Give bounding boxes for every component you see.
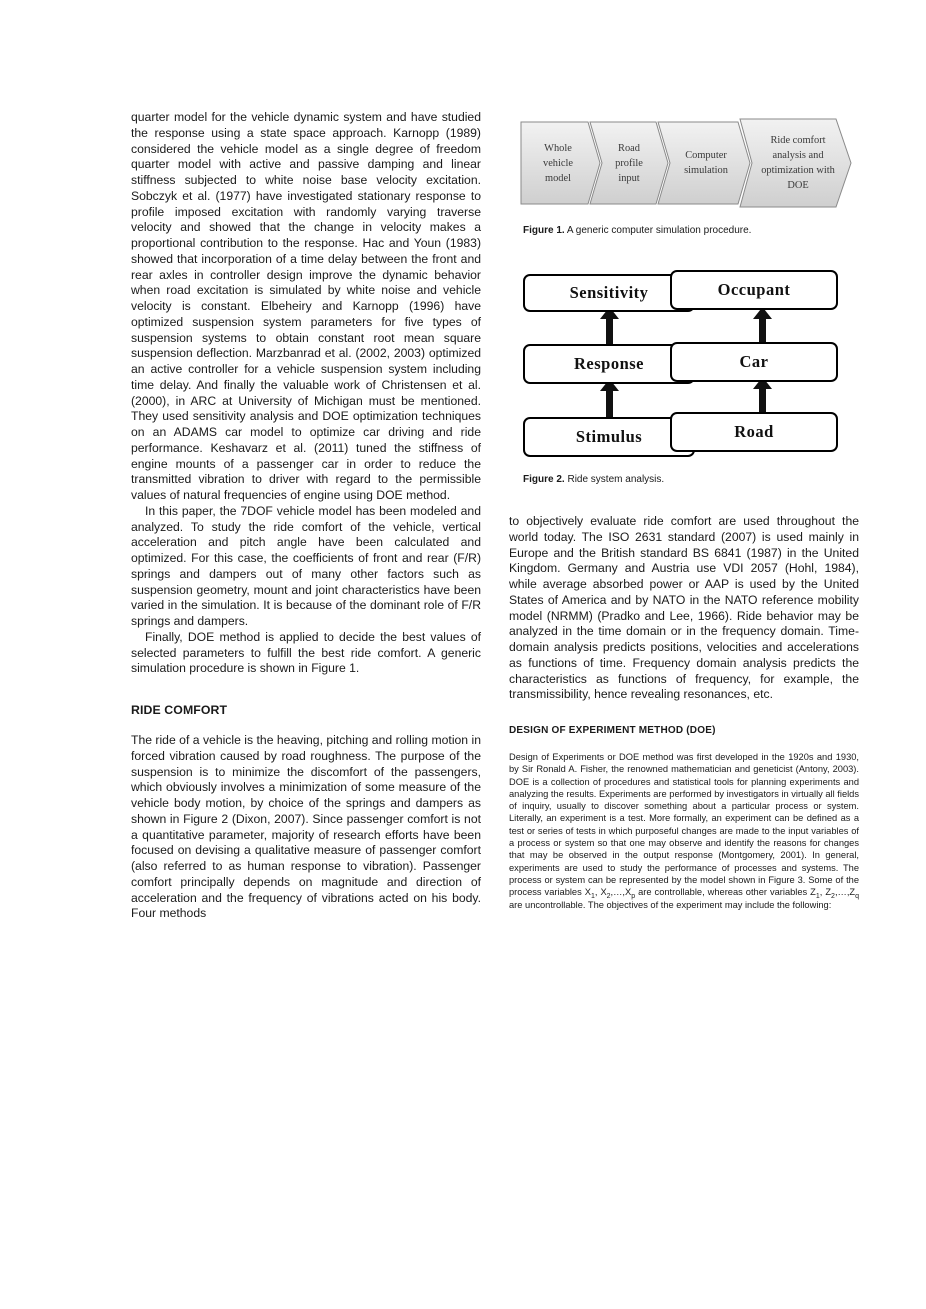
doe-paragraph-part-a: Design of Experiments or DOE method was first developed in the 1920s and 1930, by Sir Ronald A. Fisher, the renowned mathematician and geneticist (Antony, 2003). DOE is a collection of procedures and statistical tools for planning experiments and analyzing the results. Experiments are performed by investigators in virtually all fields of inquiry, usually to discover something about a particular process or system. Literally, an experiment is a test. More formally, an experiment can be defined as a test or series of tests in which purposeful changes are made to the input variables of a process or system so that one may observe and identify the reasons for changes that may be observed in the output response (Montgomery, 2001). In general, experiments are used to study the performance of processes and systems. The process or system can be represented by the model shown in Figure 3. Some of the process variables [509,752,859,898]
doe-heading: DESIGN OF EXPERIMENT METHOD (DOE) [509,725,716,736]
step-3-label: Computer simulation [684,150,728,176]
doe-paragraph [509,751,859,911]
var-x1-sub: 1 [590,893,595,901]
step-2-label: Road profile input [615,142,643,184]
var-z2: Z [825,887,832,898]
left-column [131,110,481,922]
response-box: Response [523,344,695,384]
var-ellipsis-1: ,…, [610,887,626,898]
var-x2: X [600,887,607,898]
figure-1-process-chain [520,118,852,208]
var-xp: X [625,887,632,898]
car-box: Car [670,342,838,382]
var-sep-1: , [594,887,601,898]
finally-paragraph: Finally, DOE method is applied to decide the best values of selected parameters to fulfill the best ride comfort. A generic simulation procedure is shown in Figure 1. [131,629,481,676]
doe-paragraph-part-c: are uncontrollable. The objectives of the experiment may include the following: [509,899,832,910]
figure-1-caption-text: A generic computer simulation procedure. [564,225,752,236]
occupant-box: Occupant [670,270,838,310]
var-ellipsis-2: ,…, [834,887,850,898]
var-sep-2: , [819,887,826,898]
stimulus-box: Stimulus [523,417,695,457]
right-column [509,514,859,911]
var-z1-sub: 1 [815,893,820,901]
paper-scope-paragraph: In this paper, the 7DOF vehicle model has been modeled and analyzed. To study the ride comfort of the vehicle, vertical acceleration and pitch angle have been calculated and optimized. For this case, the coefficients of front and rear (F/R) springs and dampers out of many other factors such as suspension geometry, mount and joint characteristics have been varied in the simulation. It is because of the dominant role of F/R springs and dampers. [131,503,481,628]
doe-paragraph-part-b: are controllable, whereas other variables [635,887,811,898]
var-zq: Z [849,887,856,898]
figure-1-caption-label: Figure 1. [523,225,565,236]
figure-2-caption-label: Figure 2. [523,474,565,485]
var-x2-sub: 2 [606,893,611,901]
var-z2-sub: 2 [831,893,835,901]
sensitivity-box: Sensitivity [523,274,695,312]
figure-2-caption [523,474,664,485]
step-1-label: Whole vehicle model [543,142,573,184]
step-4-label: Ride comfort analysis and optimization with DOE [761,135,835,191]
road-box: Road [670,412,838,452]
continued-paragraph: to objectively evaluate ride comfort are used throughout the world today. The ISO 2631 standard (2007) is used mainly in Europe and the British standard BS 6841 (1987) in the United Kingdom. Germany and Austria use VDI 2057 (Hohl, 1984), while average absorbed power or AAP is used by the United States of America and by NATO in the NATO reference mobility model (NRMM) (Pradko and Lee, 1966). Ride behavior may be analyzed in the time domain or in the frequency domain. Time-domain analysis predicts positions, velocities and accelerations as functions of time. Frequency domain analysis predicts the characteristics as functions of frequency, for example, the transmissibility, hence revealing resonances, etc. [509,514,859,702]
var-z1: Z [810,887,816,898]
var-x1: X [584,887,591,898]
var-zq-sub: q [855,893,859,901]
figure-2-caption-text: Ride system analysis. [564,474,665,485]
figure-2-ride-system [520,267,842,463]
intro-paragraph: quarter model for the vehicle dynamic system and have studied the response using a state space approach. Karnopp (1989) considered the vehicle model as a single degree of freedom quarter model with active and passive damping and linear stiffness subjected to white noise base velocity excitation. Sobczyk et al. (1977) have investigated stationary response to profile imposed excitation with randomly varying traverse velocity and showed that the change in velocity makes a proportional contribution to the response. Hac and Youn (1983) showed that incorporation of a time delay between the front and rear axles in controller design improve the dynamic behavior when road excitation is simulated by white noise and vehicle velocity is constant. Elbeheiry and Karnopp (1996) have optimized suspension system parameters for five types of suspension systems to obtain constant root mean square suspension deflection. Marzbanrad et al. (2002, 2003) optimized an active controller for a vehicle suspension system including time delay. And finally the valuable work of Christensen et al. (2000), in ARC at University of Michigan must be mentioned. They used sensitivity analysis and DOE optimization techniques on an ADAMS car model to optimize car driving and ride performance. Keshavarz et al. (2011) tuned the stiffness of engine mounts of a passenger car in order to reduce the transmitted vibration to driver with regard to the permissible values of natural frequencies of engine using DOE method. [131,110,481,502]
var-xp-sub: p [631,893,636,901]
ride-comfort-paragraph: The ride of a vehicle is the heaving, pitching and rolling motion in forced vibration caused by road roughness. The purpose of the suspension is to minimize the discomfort of the passengers, which obviously involves a minimization of some measure of the vehicle body motion, by choice of the springs and dampers as shown in Figure 2 (Dixon, 2007). Since passenger comfort is not a quantitative parameter, majority of research efforts have been focused on devising a qualitative measure of passenger comfort (also referred to as human response to vibration). Passenger comfort principally depends on magnitude and direction of acceleration and the frequency of vibrations acted on his body. Four methods [131,733,481,921]
ride-comfort-heading: RIDE COMFORT [131,703,228,717]
figure-1-caption [523,225,751,236]
